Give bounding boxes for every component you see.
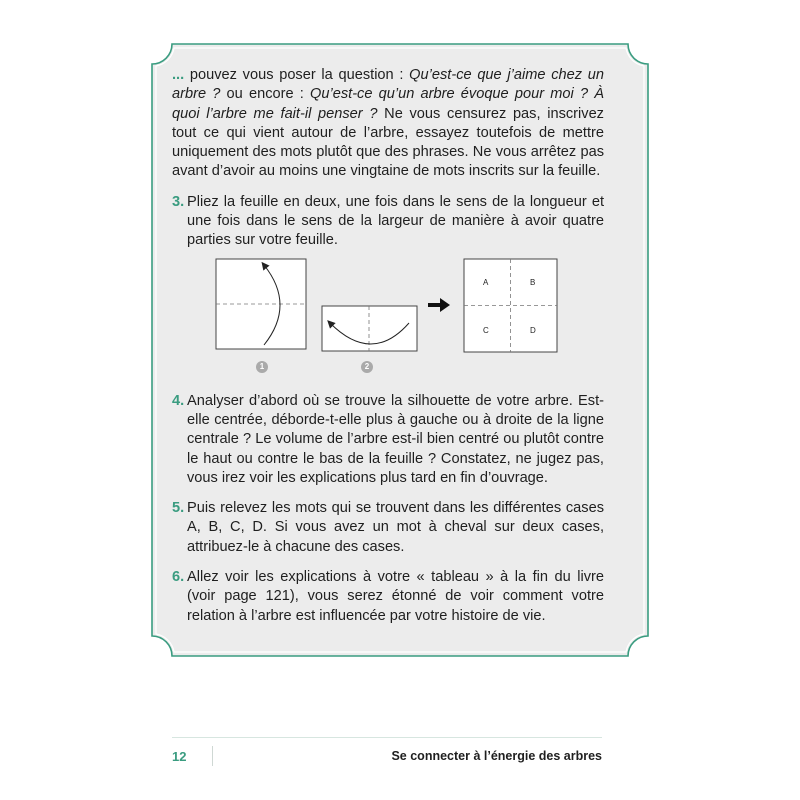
cell-label-a: A <box>483 277 489 287</box>
running-title: Se connecter à l’énergie des arbres <box>391 749 602 763</box>
footer-rule <box>172 737 602 738</box>
step-number: 3. <box>172 193 185 210</box>
intro-text-2: ou encore : <box>220 86 311 103</box>
step-number: 5. <box>172 500 185 517</box>
step-5 <box>172 499 604 557</box>
page-number: 12 <box>172 749 187 764</box>
folding-diagram <box>172 255 604 381</box>
intro-text-1: pouvez vous poser la question : <box>184 67 410 83</box>
intro-paragraph <box>172 66 604 182</box>
intro-question-1: Qu’est-ce que j’aime chez un arbre ? <box>172 67 604 103</box>
cell-label-c: C <box>483 325 489 335</box>
intro-question-2: Qu’est-ce qu’un arbre évoque pour moi ? À quoi l’arbre me fait-il penser ? <box>172 86 604 122</box>
footer-divider <box>212 746 213 766</box>
step-text: Analyser d’abord où se trouve la silhouette de votre arbre. Est-elle centrée, déborde-t-elle plus à gauche ou à droite de la ligne centrale ? Le volume de l’arbre est-il bien centré ou plutôt contre le haut ou contre le bas de la feuille ? Constatez, ne jugez pas, vous irez voir les explications plus tard en fin d’ouvrage. <box>187 392 604 486</box>
page-content <box>172 66 604 626</box>
arrow-right-icon <box>428 298 450 312</box>
step-text: Allez voir les explications à votre « tableau » à la fin du livre (voir page 121), vous serez étonné de voir comment votre relation à l’arbre est influencée par votre histoire de vie. <box>187 569 604 624</box>
step-text: Puis relevez les mots qui se trouvent dans les différentes cases A, B, C, D. Si vous avez un mot à cheval sur deux cases, attribuez-le à chacune des cases. <box>187 500 604 555</box>
intro-text-3: Ne vous censurez pas, inscrivez tout ce qui vient autour de l’arbre, essayez toutefois de mettre uniquement des mots plutôt que des phrases. Ne vous arrêtez pas avant d’avoir au moins une vingtaine de mots inscrits sur la feuille. <box>172 105 604 180</box>
fold-sheet-result <box>464 259 557 352</box>
step-4 <box>172 392 604 488</box>
cell-label-b: B <box>530 277 536 287</box>
cell-label-d: D <box>530 325 536 335</box>
step-badge-1-label: 1 <box>259 361 265 371</box>
step-badge-2-label: 2 <box>364 361 370 371</box>
fold-sheet-2 <box>322 306 417 351</box>
step-number: 6. <box>172 569 185 586</box>
step-text: Pliez la feuille en deux, une fois dans le sens de la longueur et une fois dans le sens de la largeur de manière à avoir quatre parties sur votre feuille. <box>187 193 604 249</box>
ellipsis-lead: ... <box>172 67 185 83</box>
fold-sheet-1 <box>216 259 306 349</box>
step-3 <box>172 193 604 251</box>
step-6 <box>172 568 604 626</box>
step-number: 4. <box>172 392 185 409</box>
